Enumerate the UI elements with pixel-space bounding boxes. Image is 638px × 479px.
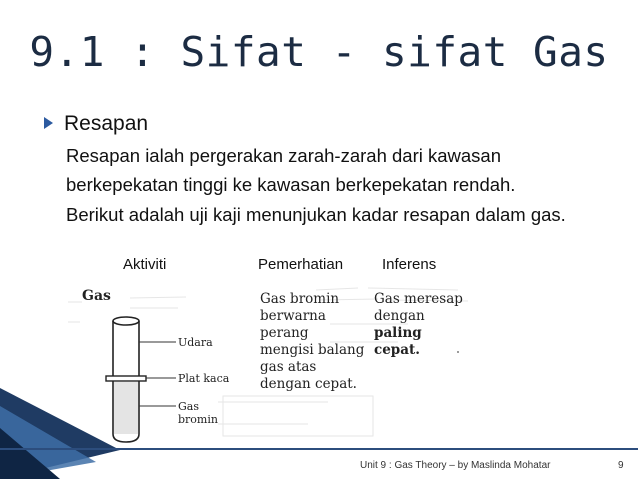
observation-line: berwarna xyxy=(260,308,326,324)
footer-divider xyxy=(0,448,638,450)
column-header-pemerhatian: Pemerhatian xyxy=(258,256,344,273)
slide-title: 9.1 : Sifat - sifat Gas xyxy=(29,28,609,76)
diagram-label-bromin: bromin xyxy=(178,413,218,426)
paragraph-line: berkepekatan tinggi ke kawasan berkepekatan rendah. xyxy=(66,174,516,195)
inference-line: dengan xyxy=(374,308,425,324)
diagram-label-plat-kaca: Plat kaca xyxy=(178,372,230,385)
experiment-diagram xyxy=(68,284,480,450)
bullet-label: Resapan xyxy=(64,112,149,135)
paragraph-line: Resapan ialah pergerakan zarah-zarah dari kawasan xyxy=(66,145,502,166)
observation-line: Gas bromin xyxy=(260,291,340,307)
inference-text xyxy=(374,291,463,358)
diagram-label-gas: Gas xyxy=(178,400,199,413)
diagram-heading: Gas xyxy=(82,288,111,304)
diagram-label-udara: Udara xyxy=(178,336,213,349)
column-header-inferens: Inferens xyxy=(382,256,437,273)
observation-text xyxy=(260,291,365,392)
corner-decoration xyxy=(0,380,120,479)
observation-line: gas atas xyxy=(260,359,317,375)
observation-line: dengan cepat. xyxy=(260,376,357,392)
bullet-arrow-icon xyxy=(44,117,53,129)
upper-gas-jar xyxy=(113,317,139,378)
observation-line: mengisi balang xyxy=(260,342,365,358)
page-number: 9 xyxy=(618,460,624,471)
inference-line: Gas meresap xyxy=(374,291,463,307)
paragraph-line: Berikut adalah uji kaji menunjukan kadar resapan dalam gas. xyxy=(66,204,566,225)
observation-line: perang xyxy=(260,325,309,341)
inference-line: paling xyxy=(374,325,422,341)
inference-line: cepat. xyxy=(374,342,420,358)
column-header-aktiviti: Aktiviti xyxy=(123,256,167,273)
footer-credit: Unit 9 : Gas Theory – by Maslinda Mohatar xyxy=(360,460,551,471)
